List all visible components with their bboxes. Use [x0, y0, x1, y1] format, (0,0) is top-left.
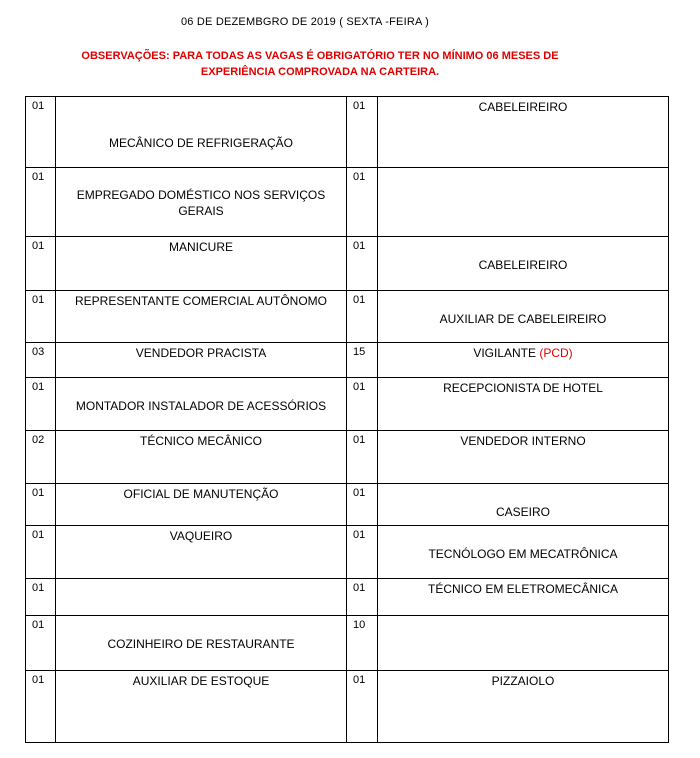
- right-title: CABELEIREIRO: [478, 100, 568, 114]
- right-qty: 15: [353, 346, 366, 358]
- left-qty: 01: [32, 171, 45, 183]
- document-date: 06 DE DEZEMBGRO DE 2019 ( SEXTA -FEIRA ): [180, 16, 430, 28]
- right-qty: 01: [353, 100, 366, 112]
- table-row: [26, 237, 669, 291]
- right-qty: 01: [353, 434, 366, 446]
- right-qty: 01: [353, 381, 366, 393]
- right-qty: 01: [353, 171, 366, 183]
- table-row: [26, 378, 669, 431]
- left-qty: 01: [32, 240, 45, 252]
- table-row: [26, 291, 669, 343]
- left-title: TÉCNICO MECÂNICO: [139, 434, 262, 448]
- right-title: TÉCNICO EM ELETROMECÂNICA: [427, 582, 619, 596]
- right-title: PIZZAIOLO: [491, 674, 555, 688]
- left-title: MANICURE: [168, 240, 233, 254]
- observation-line-2: EXPERIÊNCIA COMPROVADA NA CARTEIRA.: [200, 66, 440, 78]
- left-title: VAQUEIRO: [169, 529, 233, 543]
- right-title: VENDEDOR INTERNO: [460, 434, 586, 448]
- table-row: [26, 579, 669, 616]
- right-qty: 01: [353, 294, 366, 306]
- right-title: TECNÓLOGO EM MECATRÔNICA: [428, 547, 618, 561]
- right-title: [382, 345, 664, 361]
- table-row: [26, 484, 669, 526]
- left-qty: 02: [32, 434, 45, 446]
- left-qty: 01: [32, 674, 45, 686]
- left-title: MONTADOR INSTALADOR DE ACESSÓRIOS: [75, 399, 327, 413]
- table-row: [26, 97, 669, 168]
- left-title: VENDEDOR PRACISTA: [135, 346, 267, 360]
- left-qty: 01: [32, 294, 45, 306]
- table-row: [26, 616, 669, 671]
- left-qty: 01: [32, 529, 45, 541]
- right-qty: 01: [353, 487, 366, 499]
- left-title: COZINHEIRO DE RESTAURANTE: [107, 637, 295, 651]
- right-qty: 01: [353, 674, 366, 686]
- left-qty: 01: [32, 619, 45, 631]
- left-qty: 01: [32, 582, 45, 594]
- left-qty: 01: [32, 381, 45, 393]
- right-qty: 10: [353, 619, 366, 631]
- table-row: [26, 431, 669, 484]
- left-title: REPRESENTANTE COMERCIAL AUTÔNOMO: [74, 294, 328, 308]
- table-row: [26, 168, 669, 237]
- table-row: [26, 671, 669, 743]
- table-row: [26, 526, 669, 579]
- right-title: CASEIRO: [495, 505, 550, 519]
- right-qty: 01: [353, 240, 366, 252]
- right-title: RECEPCIONISTA DE HOTEL: [443, 381, 603, 395]
- right-qty: 01: [353, 529, 366, 541]
- table-row: [26, 343, 669, 378]
- left-qty: 03: [32, 346, 45, 358]
- left-title: EMPREGADO DOMÉSTICO NOS SERVIÇOS GERAIS: [76, 188, 326, 218]
- pcd-note: (PCD): [539, 346, 573, 360]
- job-openings-table: [25, 96, 669, 743]
- right-qty: 01: [353, 582, 366, 594]
- left-title: OFICIAL DE MANUTENÇÃO: [123, 487, 279, 501]
- right-title: AUXILIAR DE CABELEIREIRO: [439, 312, 607, 326]
- right-title-text: VIGILANTE: [473, 346, 540, 360]
- left-qty: 01: [32, 100, 45, 112]
- left-title: AUXILIAR DE ESTOQUE: [132, 674, 270, 688]
- left-qty: 01: [32, 487, 45, 499]
- right-title: CABELEIREIRO: [478, 258, 568, 272]
- observation-line-1: OBSERVAÇÕES: PARA TODAS AS VAGAS É OBRIGATÓRIO TER NO MÍNIMO 06 MESES DE: [81, 50, 559, 62]
- left-title: MECÂNICO DE REFRIGERAÇÃO: [108, 136, 294, 150]
- observation-note: [30, 48, 610, 80]
